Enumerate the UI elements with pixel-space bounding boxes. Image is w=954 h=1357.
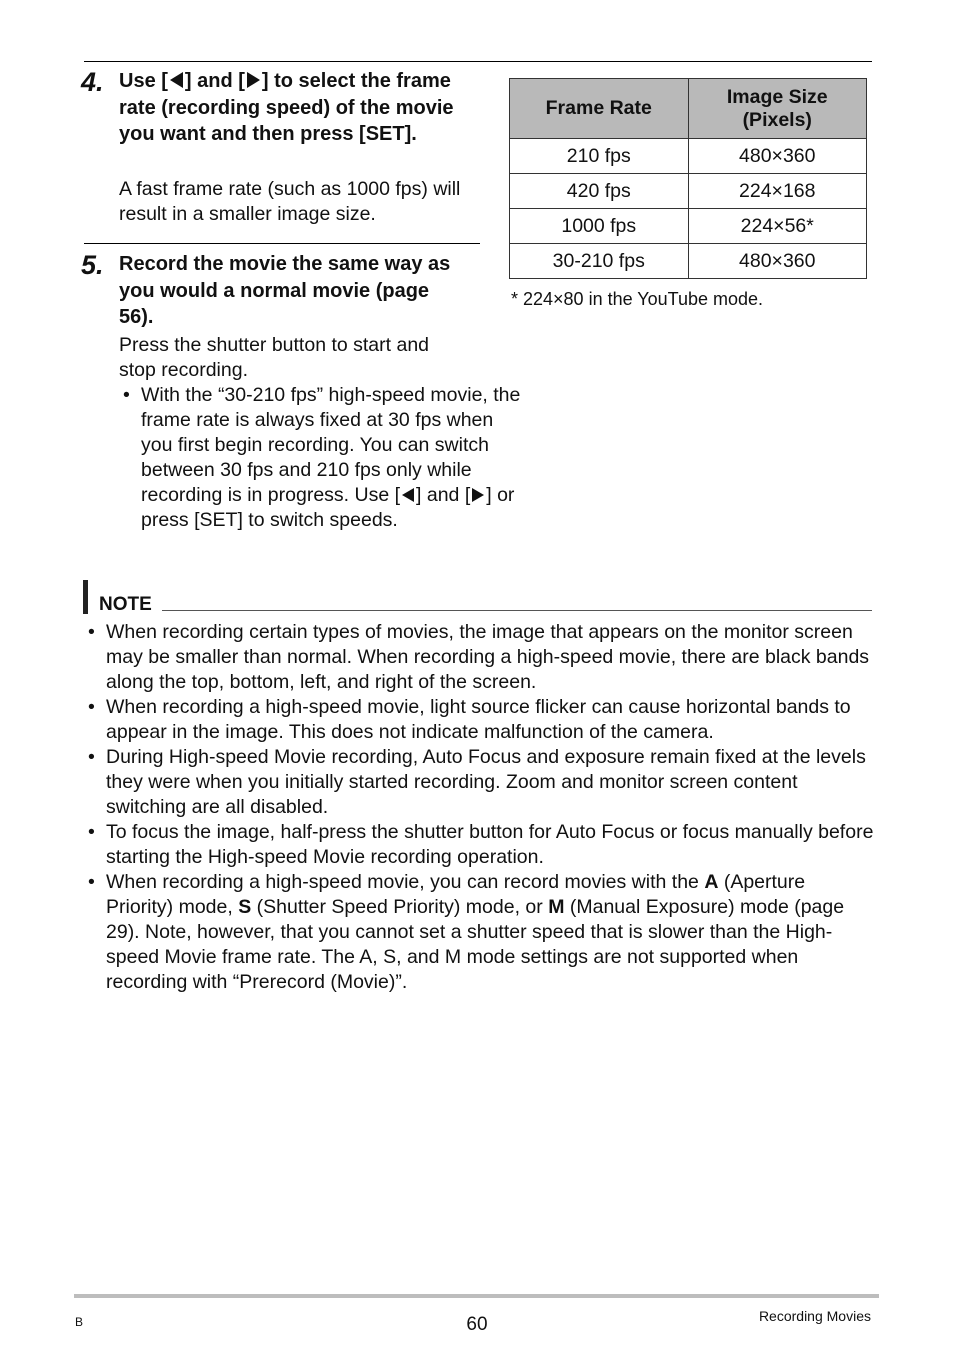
cell: 480×360 bbox=[688, 139, 867, 174]
list-item bbox=[84, 745, 874, 820]
step-divider bbox=[84, 243, 480, 244]
note-bar bbox=[83, 580, 88, 614]
step-4-body: A fast frame rate (such as 1000 fps) will result in a smaller image size. bbox=[119, 178, 461, 225]
left-arrow-icon bbox=[170, 72, 183, 88]
step-4-heading-text-1: Use [ bbox=[119, 70, 168, 92]
note-text: To focus the image, half-press the shutter button for Auto Focus or focus manually before starting the High-speed Movie recording operation. bbox=[106, 821, 874, 868]
footer-left-label: B bbox=[75, 1315, 84, 1329]
step-5-body: Press the shutter button to start and stop recording. bbox=[119, 334, 430, 381]
left-arrow-icon bbox=[402, 488, 414, 502]
bullet-dot: • bbox=[123, 384, 130, 406]
note-text: (Shutter Speed Priority) mode, or bbox=[251, 896, 549, 918]
bullet-text-1: With the “30-210 fps” high-speed movie, the frame rate is always fixed at 30 fps when you first begin recording. You can switch between 30 fps and 210 fps only while recording is in progress. Use [ bbox=[141, 384, 521, 506]
section-title: Recording Movies bbox=[758, 1308, 871, 1324]
list-item bbox=[84, 620, 874, 695]
frame-rate-table bbox=[509, 78, 867, 279]
list-item bbox=[84, 695, 874, 745]
step-4-number: 4. bbox=[81, 67, 104, 97]
cell: 480×360 bbox=[688, 244, 867, 279]
cell: 420 fps bbox=[510, 174, 689, 209]
step-4-heading-text-3: ] to select the frame rate (recording speed) of the movie you want and then press [SET]. bbox=[119, 70, 454, 145]
note-text: When recording a high-speed movie, light source flicker can cause horizontal bands to appear in the image. This does not indicate malfunction of the camera. bbox=[106, 696, 851, 743]
step-4-heading-text-2: ] and [ bbox=[184, 70, 245, 92]
bullet-dot: • bbox=[88, 746, 95, 768]
bullet-text-3: ] or press [SET] to switch speeds. bbox=[141, 484, 515, 531]
list-item bbox=[84, 870, 874, 995]
footer-rule bbox=[74, 1294, 879, 1298]
note-text: (Aperture Priority) mode, bbox=[106, 871, 806, 918]
table-header-row bbox=[510, 79, 867, 139]
mode-s: S bbox=[238, 896, 252, 918]
bullet-dot: • bbox=[88, 871, 95, 893]
step-5-number: 5. bbox=[81, 250, 104, 280]
cell: 210 fps bbox=[510, 139, 689, 174]
step-4-heading bbox=[119, 68, 479, 148]
note-text: When recording a high-speed movie, you can record movies with the bbox=[106, 871, 705, 893]
header-image-size-text: Image Size (Pixels) bbox=[726, 85, 828, 131]
note-list bbox=[84, 620, 874, 995]
table-row bbox=[510, 139, 867, 174]
table-row bbox=[510, 174, 867, 209]
bullet-dot: • bbox=[88, 821, 95, 843]
list-item bbox=[84, 820, 874, 870]
note-text: When recording certain types of movies, the image that appears on the monitor screen may be smaller than normal. When recording a high-speed movie, there are black bands along the top, bottom, left, and right of the screen. bbox=[106, 621, 870, 693]
right-arrow-icon bbox=[472, 488, 484, 502]
cell: 224×56* bbox=[688, 209, 867, 244]
table-footnote: * 224×80 in the YouTube mode. bbox=[511, 289, 764, 309]
bullet-dot: • bbox=[88, 621, 95, 643]
header-image-size bbox=[688, 79, 867, 139]
step-5-heading: Record the movie the same way as you would a normal movie (page 56). bbox=[119, 253, 451, 328]
mode-a: A bbox=[704, 871, 719, 893]
table-row bbox=[510, 209, 867, 244]
mode-m: M bbox=[548, 896, 565, 918]
bullet-dot: • bbox=[88, 696, 95, 718]
note-text: (Manual Exposure) mode (page 29). Note, however, that you cannot set a shutter speed that is slower than the High-speed Movie frame rate. The A, S, and M mode settings are not supported when recording with “Prerecord (Movie)”. bbox=[106, 896, 845, 993]
bullet-text-2: ] and [ bbox=[416, 484, 471, 506]
note-rule bbox=[162, 610, 872, 611]
cell: 30-210 fps bbox=[510, 244, 689, 279]
step-5-bullet bbox=[119, 383, 529, 533]
note-label: NOTE bbox=[99, 594, 152, 615]
table-row bbox=[510, 244, 867, 279]
cell: 224×168 bbox=[688, 174, 867, 209]
cell: 1000 fps bbox=[510, 209, 689, 244]
right-arrow-icon bbox=[247, 72, 260, 88]
header-frame-rate: Frame Rate bbox=[510, 79, 689, 139]
note-text: During High-speed Movie recording, Auto Focus and exposure remain fixed at the levels they were when you initially started recording. Zoom and monitor screen content switching are all disabled. bbox=[106, 746, 866, 818]
page-number: 60 bbox=[466, 1314, 488, 1335]
top-rule bbox=[84, 61, 872, 62]
list-item bbox=[119, 383, 529, 533]
